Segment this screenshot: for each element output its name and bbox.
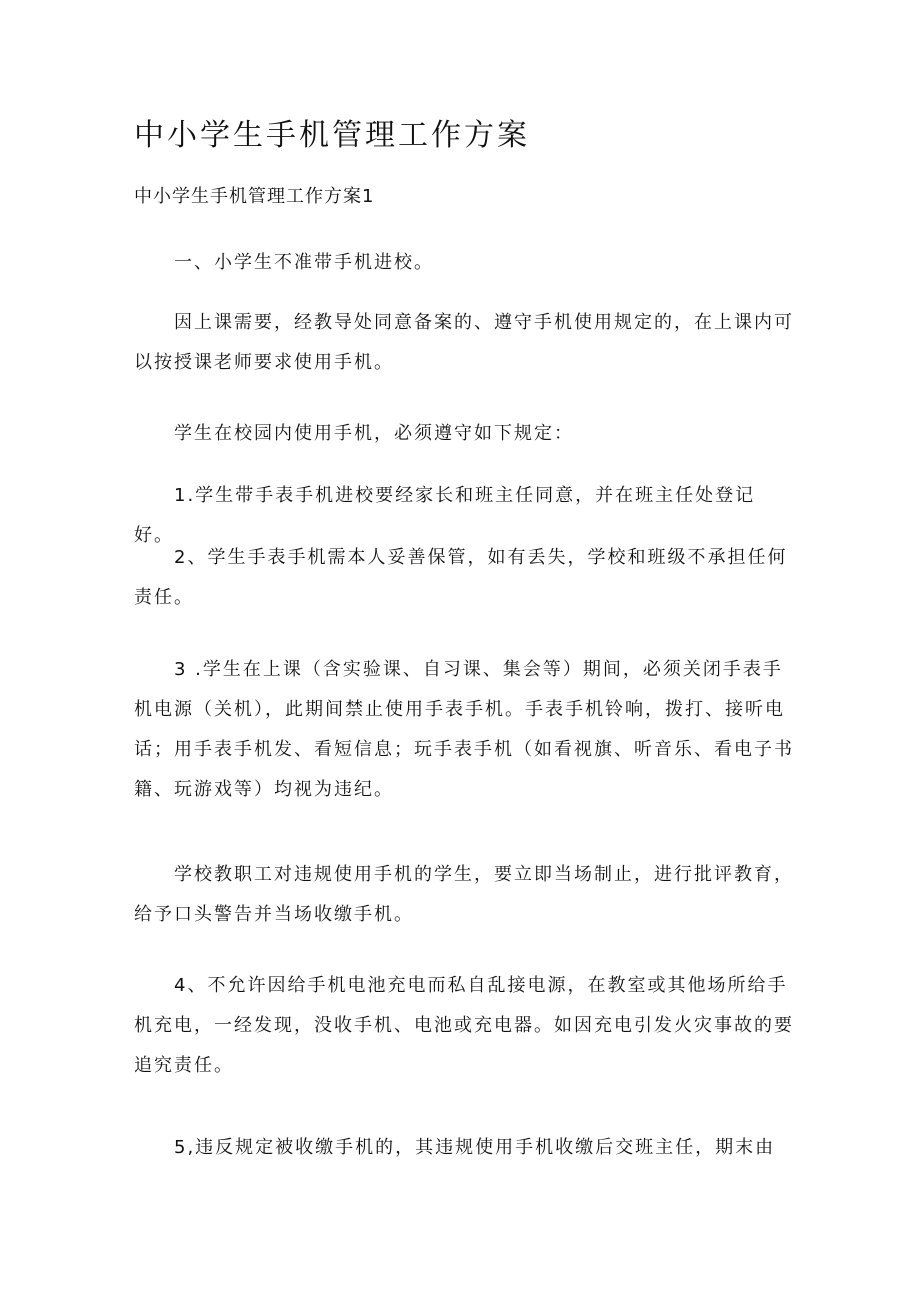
document-title: 中小学生手机管理工作方案 bbox=[134, 118, 530, 153]
section-heading: 中小学生手机管理工作方案1 bbox=[134, 186, 375, 207]
paragraph-staff-action: 学校教职工对违规使用手机的学生，要立即当场制止，进行批评教育，给予口头警告并当场收缴手机。 bbox=[134, 864, 794, 925]
paragraph-class-usage: 因上课需要，经教导处同意备案的、遵守手机使用规定的，在上课内可以按授课老师要求使用手机。 bbox=[134, 312, 794, 373]
paragraph-rule-1: 一、小学生不准带手机进校。 bbox=[174, 252, 434, 273]
paragraph-item-4: 4、不允许因给手机电池充电而私自乱接电源，在教室或其他场所给手机充电，一经发现，没收手机、电池或充电器。如因充电引发火灾事故的要追究责任。 bbox=[134, 975, 794, 1076]
paragraph-rules-intro: 学生在校园内使用手机，必须遵守如下规定： bbox=[174, 423, 574, 444]
paragraph-item-2: 2、学生手表手机需本人妥善保管，如有丢失，学校和班级不承担任何责任。 bbox=[134, 547, 788, 608]
paragraph-item-1: 1.学生带手表手机进校要经家长和班主任同意，并在班主任处登记好。 bbox=[134, 485, 756, 546]
paragraph-item-5: 5,违反规定被收缴手机的，其违规使用手机收缴后交班主任，期末由 bbox=[174, 1137, 776, 1158]
paragraph-item-3: 3 .学生在上课（含实验课、自习课、集会等）期间，必须关闭手表手机电源（关机），此期间禁止使用手表手机。手表手机铃响，拨打、接听电话；用手表手机发、看短信息；玩手表手机（如看视旗、听音乐、看电子书籍、玩游戏等）均视为违纪。 bbox=[134, 659, 794, 800]
